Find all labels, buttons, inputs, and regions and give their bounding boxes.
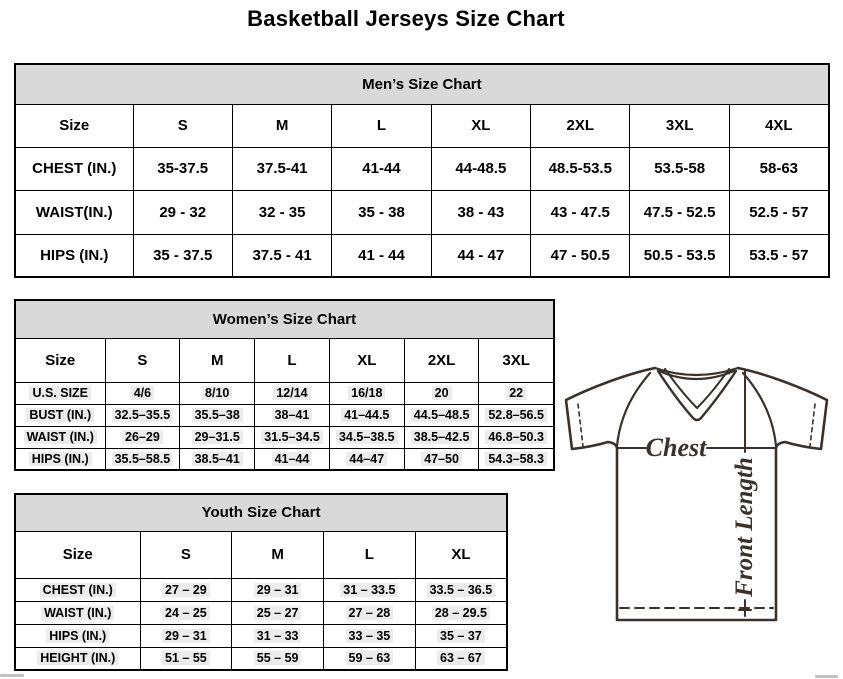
row-label-cell (15, 578, 140, 601)
row-label-cell (15, 448, 105, 470)
row-label-cell (15, 624, 140, 647)
value-cell-text: 8/10 (202, 386, 232, 400)
row-label-cell (15, 647, 140, 670)
row-label-cell: HIPS (IN.) (15, 234, 133, 277)
value-cell-text: 20 (432, 386, 452, 400)
size-header-cell: 3XL (630, 104, 729, 147)
value-cell (415, 647, 507, 670)
value-cell (105, 382, 180, 404)
size-header-cell: S (105, 338, 180, 382)
value-cell-text: 31 – 33 (254, 629, 302, 643)
value-cell: 53.5 - 57 (729, 234, 829, 277)
value-cell (255, 382, 330, 404)
value-cell: 50.5 - 53.5 (630, 234, 729, 277)
size-header-label: Size (15, 338, 105, 382)
value-cell (180, 404, 255, 426)
value-cell (232, 647, 324, 670)
table-row (15, 647, 507, 670)
mens-size-table (14, 63, 830, 278)
row-label-cell-text: WAIST (IN.) (24, 430, 97, 444)
value-cell-text: 38.5–41 (192, 452, 243, 466)
value-cell-text: 24 – 25 (162, 606, 210, 620)
value-cell-text: 35.5–58.5 (112, 452, 174, 466)
value-cell: 37.5-41 (232, 147, 331, 190)
value-cell-text: 29–31.5 (192, 430, 243, 444)
value-cell-text: 35.5–38 (192, 408, 243, 422)
value-cell: 52.5 - 57 (729, 190, 829, 234)
table-row (15, 448, 554, 470)
value-cell (140, 624, 232, 647)
value-cell (415, 624, 507, 647)
value-cell (324, 601, 416, 624)
row-label-cell (15, 404, 105, 426)
value-cell (140, 578, 232, 601)
table-row (15, 147, 829, 190)
value-cell-text: 34.5–38.5 (336, 430, 398, 444)
row-label-cell-text: HEIGHT (IN.) (37, 651, 118, 665)
value-cell: 43 - 47.5 (531, 190, 630, 234)
size-header-cell: M (232, 104, 331, 147)
value-cell-text: 38.5–42.5 (411, 430, 473, 444)
table-title: Youth Size Chart (15, 494, 507, 531)
row-label-cell: WAIST(IN.) (15, 190, 133, 234)
jersey-diagram-svg (556, 358, 840, 630)
value-cell (232, 601, 324, 624)
value-cell (329, 382, 404, 404)
size-header-cell: 3XL (479, 338, 554, 382)
row-label-cell (15, 426, 105, 448)
row-label-cell-text: CHEST (IN.) (40, 583, 116, 597)
size-header-cell: L (324, 531, 416, 578)
table-row (15, 234, 829, 277)
size-header-cell: L (332, 104, 431, 147)
value-cell (479, 426, 554, 448)
size-header-cell: XL (415, 531, 507, 578)
value-cell-text: 54.3–58.3 (485, 452, 547, 466)
value-cell-text: 44.5–48.5 (411, 408, 473, 422)
value-cell: 38 - 43 (431, 190, 530, 234)
horizontal-scrollbar-fragment-right[interactable] (815, 675, 838, 678)
value-cell-text: 32.5–35.5 (112, 408, 174, 422)
value-cell: 44-48.5 (431, 147, 530, 190)
value-cell (329, 404, 404, 426)
value-cell: 41-44 (332, 147, 431, 190)
value-cell (255, 448, 330, 470)
value-cell-text: 31 – 33.5 (340, 583, 398, 597)
value-cell (324, 624, 416, 647)
value-cell-text: 41–44 (272, 452, 313, 466)
table-title: Men’s Size Chart (15, 64, 829, 104)
row-label-cell (15, 601, 140, 624)
table-row (15, 601, 507, 624)
value-cell-text: 46.8–50.3 (485, 430, 547, 444)
value-cell-text: 25 – 27 (254, 606, 302, 620)
row-label-cell-text: U.S. SIZE (29, 386, 91, 400)
value-cell (404, 382, 479, 404)
value-cell (415, 578, 507, 601)
value-cell-text: 27 – 28 (346, 606, 394, 620)
value-cell (404, 426, 479, 448)
value-cell (404, 448, 479, 470)
value-cell-text: 29 – 31 (254, 583, 302, 597)
value-cell-text: 26–29 (122, 430, 163, 444)
value-cell-text: 51 – 55 (162, 651, 210, 665)
value-cell (479, 382, 554, 404)
size-header-cell: 4XL (729, 104, 829, 147)
row-label-cell-text: HIPS (IN.) (46, 629, 109, 643)
value-cell (105, 448, 180, 470)
value-cell: 44 - 47 (431, 234, 530, 277)
value-cell: 35 - 37.5 (133, 234, 232, 277)
value-cell (105, 426, 180, 448)
value-cell-text: 28 – 29.5 (432, 606, 490, 620)
row-label-cell-text: BUST (IN.) (26, 408, 94, 422)
value-cell: 37.5 - 41 (232, 234, 331, 277)
table-row (15, 426, 554, 448)
value-cell (232, 578, 324, 601)
value-cell-text: 31.5–34.5 (261, 430, 323, 444)
size-header-cell: 2XL (531, 104, 630, 147)
table-row (15, 382, 554, 404)
value-cell (140, 647, 232, 670)
value-cell (180, 382, 255, 404)
table-row (15, 624, 507, 647)
value-cell (180, 448, 255, 470)
row-label-cell-text: WAIST (IN.) (41, 606, 114, 620)
size-header-cell: S (133, 104, 232, 147)
cuff-dash-right (810, 404, 815, 446)
value-cell-text: 12/14 (273, 386, 310, 400)
table-row (15, 578, 507, 601)
value-cell-text: 27 – 29 (162, 583, 210, 597)
value-cell-text: 44–47 (346, 452, 387, 466)
size-header-cell: S (140, 531, 232, 578)
value-cell: 47 - 50.5 (531, 234, 630, 277)
row-label-cell (15, 382, 105, 404)
size-header-cell: M (232, 531, 324, 578)
value-cell-text: 38–41 (272, 408, 313, 422)
value-cell (255, 404, 330, 426)
value-cell (105, 404, 180, 426)
size-header-cell: 2XL (404, 338, 479, 382)
value-cell-text: 63 – 67 (437, 651, 485, 665)
horizontal-scrollbar-fragment-left[interactable] (0, 674, 24, 677)
size-header-cell: XL (329, 338, 404, 382)
table-row (15, 190, 829, 234)
value-cell: 48.5-53.5 (531, 147, 630, 190)
value-cell (404, 404, 479, 426)
page-title: Basketball Jerseys Size Chart (247, 6, 565, 31)
sleeve-seam-right (743, 373, 776, 446)
value-cell: 41 - 44 (332, 234, 431, 277)
table-title: Women’s Size Chart (15, 300, 554, 338)
value-cell: 58-63 (729, 147, 829, 190)
value-cell (479, 404, 554, 426)
value-cell (415, 601, 507, 624)
size-header-cell: M (180, 338, 255, 382)
value-cell: 53.5-58 (630, 147, 729, 190)
value-cell: 35-37.5 (133, 147, 232, 190)
value-cell-text: 59 – 63 (346, 651, 394, 665)
value-cell-text: 33.5 – 36.5 (427, 583, 496, 597)
value-cell-text: 52.8–56.5 (485, 408, 547, 422)
value-cell-text: 41–44.5 (341, 408, 392, 422)
value-cell-text: 16/18 (348, 386, 385, 400)
value-cell (329, 426, 404, 448)
value-cell: 32 - 35 (232, 190, 331, 234)
size-header-cell: XL (431, 104, 530, 147)
value-cell (232, 624, 324, 647)
womens-size-table (14, 299, 555, 471)
value-cell (329, 448, 404, 470)
size-header-label: Size (15, 531, 140, 578)
chest-label: Chest (645, 433, 707, 462)
value-cell (479, 448, 554, 470)
value-cell-text: 22 (506, 386, 526, 400)
value-cell (324, 578, 416, 601)
value-cell-text: 29 – 31 (162, 629, 210, 643)
value-cell-text: 33 – 35 (346, 629, 394, 643)
value-cell-text: 35 – 37 (437, 629, 485, 643)
value-cell (180, 426, 255, 448)
value-cell (324, 647, 416, 670)
front-length-label: Front Length (731, 457, 758, 597)
table-row (15, 404, 554, 426)
row-label-cell: CHEST (IN.) (15, 147, 133, 190)
jersey-outline (566, 368, 827, 620)
value-cell: 47.5 - 52.5 (630, 190, 729, 234)
value-cell: 29 - 32 (133, 190, 232, 234)
size-header-cell: L (255, 338, 330, 382)
value-cell (140, 601, 232, 624)
cuff-dash-left (578, 404, 583, 446)
jersey-measurement-diagram (556, 358, 840, 630)
size-header-label: Size (15, 104, 133, 147)
value-cell: 35 - 38 (332, 190, 431, 234)
value-cell-text: 4/6 (131, 386, 154, 400)
value-cell-text: 55 – 59 (254, 651, 302, 665)
value-cell (255, 426, 330, 448)
youth-size-table (14, 493, 508, 671)
value-cell-text: 47–50 (421, 452, 462, 466)
row-label-cell-text: HIPS (IN.) (29, 452, 92, 466)
